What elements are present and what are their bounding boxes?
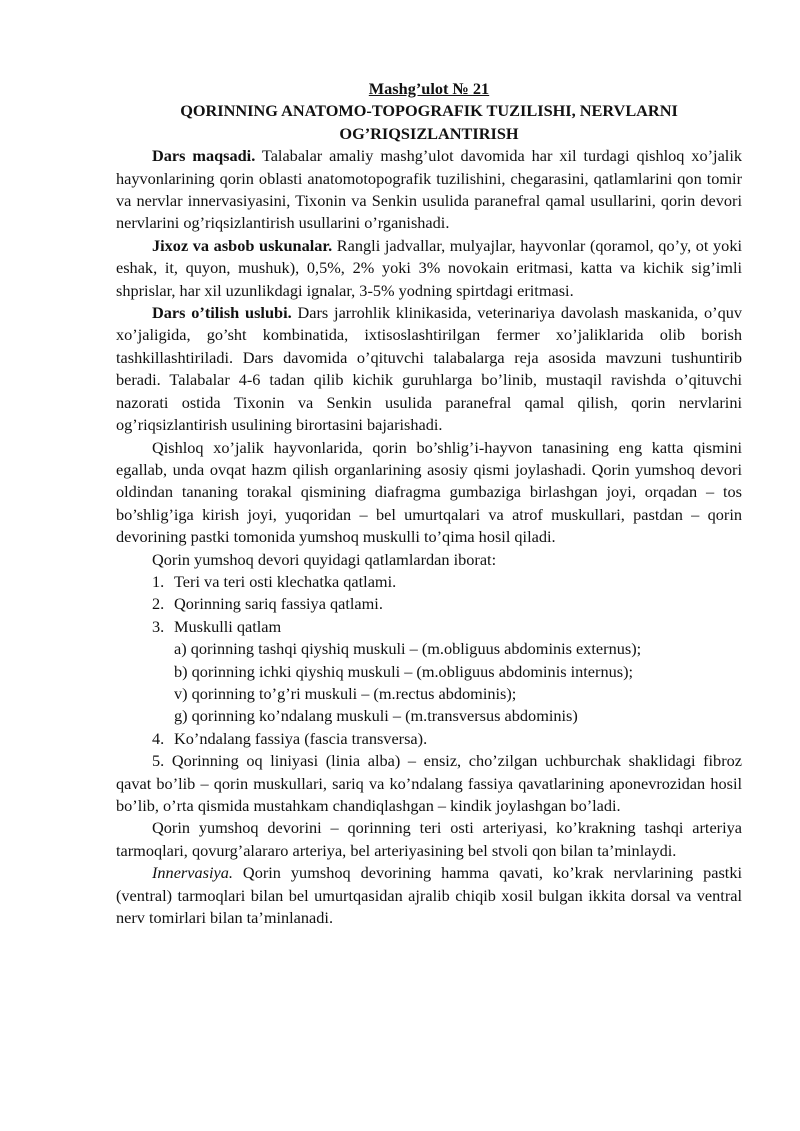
list-item: 2. Qorinning sariq fassiya qatlami. — [152, 594, 383, 614]
innervation-paragraph — [116, 862, 742, 929]
lesson-number: Mashg’ulot № 21 — [368, 79, 490, 98]
goal-text: Talabalar amaliy mashg’ulot davomida har xil turdagi qishloq xo’jalik hayvonlarining qorin oblasti anatomotopografik tuzilishini, chegarasini, qatlamlarini qon tomir va nervlar innervasiyasini, Tixonin va Senkin usulida paranefral qamal usullarini, qorin devori nervlarini og’riqsizlantirish usullarini o’rganishadi. — [116, 146, 742, 233]
innervation-lead: Innervasiya. — [152, 863, 233, 883]
document-page — [116, 78, 742, 929]
layers-list-continued — [116, 728, 742, 750]
intro-paragraph: Qishloq xo’jalik hayvonlarida, qorin bo’shlig’i-hayvon tanasining eng katta qismini egallab, unda ovqat hazm qilish organlarining asosiy qismi joylashadi. Qorin yumshoq devori oldindan tananing torakal qismining diafragma gumbaziga birlashgan joyi, orqadan – tos bo’shlig’iga kirish joyi, yuqoridan – bel umurtqalari va atrof muskullari, pastdan – qorin devorining pastki tomonida yumshoq muskulli to’qima hosil qiladi. — [116, 437, 742, 547]
goal-paragraph — [116, 145, 742, 235]
list-item: 1. Teri va teri osti klechatka qatlami. — [152, 571, 397, 591]
list-item: 4. Ko’ndalang fassiya (fascia transversa). — [152, 728, 428, 748]
equipment-paragraph — [116, 235, 742, 302]
muscle-item: a) qorinning tashqi qiyshiq muskuli – (m.obliguus abdominis externus); — [174, 639, 642, 659]
equipment-text: Rangli jadvallar, mulyajlar, hayvonlar (qoramol, qo’y, ot yoki eshak, it, quyon, mushuk), 0,5%, 2% yoki 3% novokain eritmasi, katta va kichik sig’imli shprislar, har xil uzunlikdagi ignalar, 3-5% yodning spirtdagi eritmasi. — [116, 235, 742, 300]
blood-supply-paragraph: Qorin yumshoq devorini – qorinning teri osti arteriyasi, ko’krakning tashqi arteriya tarmoqlari, qovurg’alararo arteriya, bel arteriyasining bel stvoli qon bilan ta’minlaydi. — [116, 818, 742, 860]
muscle-item: g) qorinning ko’ndalang muskuli – (m.transversus abdominis) — [174, 706, 578, 726]
equipment-lead: Jixoz va asbob uskunalar. — [152, 235, 333, 255]
layers-intro: Qorin yumshoq devori quyidagi qatlamlardan iborat: — [152, 549, 497, 569]
method-lead: Dars o’tilish uslubi. — [152, 303, 292, 323]
page-title: QORINNING ANATOMO-TOPOGRAFIK TUZILISHI, NERVLARNI OG’RIQSIZLANTIRISH — [180, 101, 678, 143]
layer-5-paragraph: 5. Qorinning oq liniyasi (linia alba) – ensiz, cho’zilgan uchburchak shaklidagi fibroz qavat bo’lib – qorin muskullari, sariq va ko’ndalang fassiya qavatlarining aponevrozidan hosil bo’lib, o’rta qismida mustahkam chandiqlashgan – kindik joylashgan bo’ladi. — [116, 751, 742, 815]
layers-list — [116, 571, 742, 638]
muscle-item: b) qorinning ichki qiyshiq muskuli – (m.obliguus abdominis internus); — [174, 661, 634, 681]
list-item: 3. Muskulli qatlam — [152, 616, 282, 636]
goal-lead: Dars maqsadi. — [152, 146, 256, 166]
method-text: Dars jarrohlik klinikasida, veterinariya davolash maskanida, o’quv xo’jaligida, go’sht kombinatida, ixtisoslashtirilgan fermer xo’jaliklarida olib borish tashkillashtiriladi. Dars davomida o’qituvchi talabalarga reja asosida mavzuni tushuntirib beradi. Talabalar 4-6 tadan qilib kichik guruhlarga bo’linib, mustaqil ravishda o’qituvchi nazorati ostida Tixonin va Senkin usulida paranefral qamal qilish, qorin nervlarini og’riqsizlantirish usulining birortasini bajarishadi. — [116, 303, 743, 435]
muscle-item: v) qorinning to’g’ri muskuli – (m.rectus abdominis); — [174, 683, 517, 703]
innervation-text: Qorin yumshoq devorining hamma qavati, ko’krak nervlarining pastki (ventral) tarmoqlari bilan bel umurtqasidan ajralib chiqib xosil bulgan ikkita dorsal va ventral nerv tomirlari bilan ta’minlanadi. — [116, 863, 742, 928]
method-paragraph — [116, 302, 742, 436]
